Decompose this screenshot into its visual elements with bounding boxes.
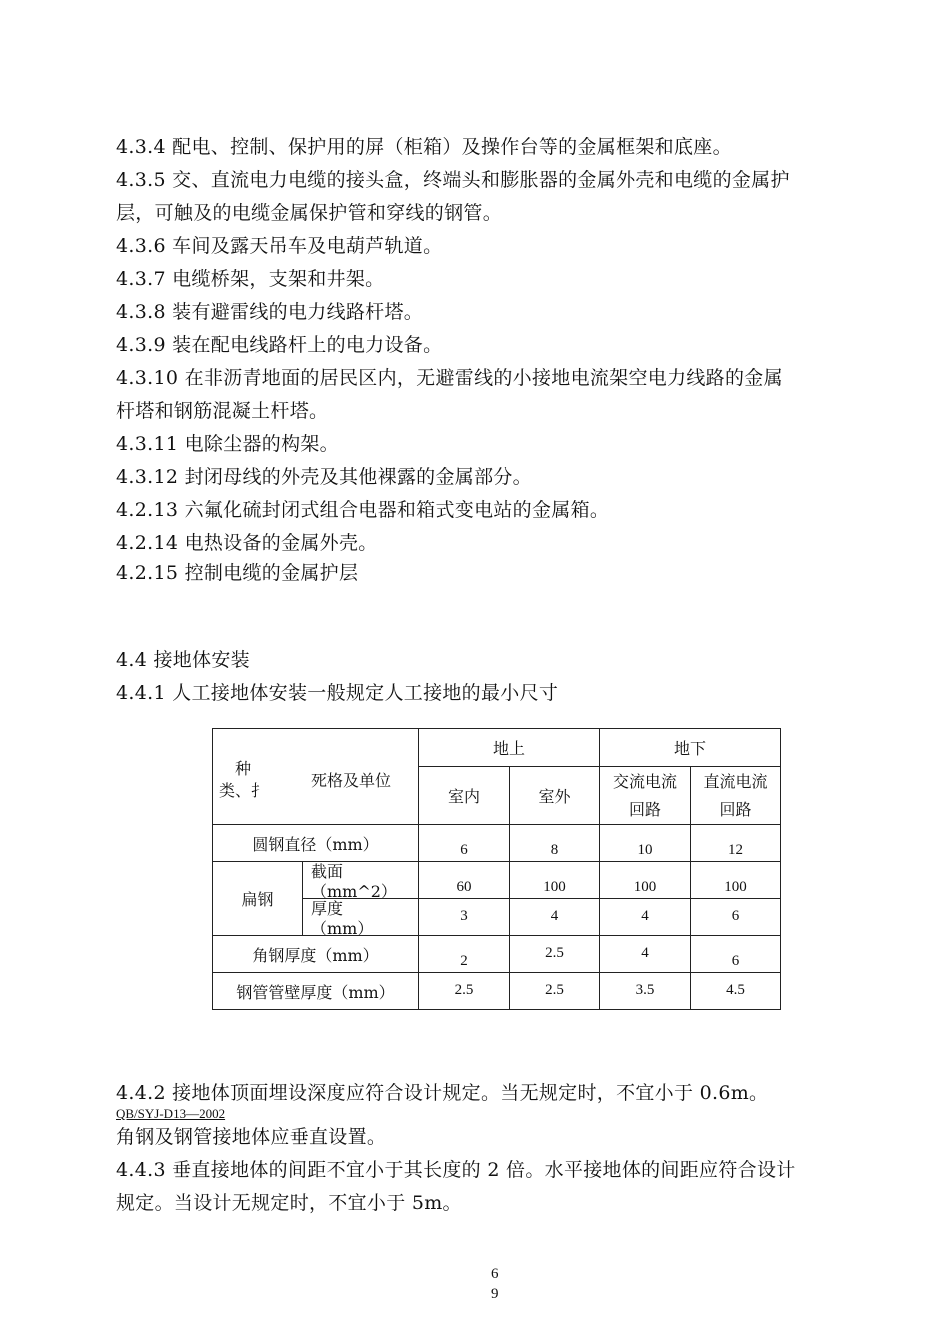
header-indoor: 室内 xyxy=(419,767,510,825)
doc-code: QB/SYJ-D13—2002 xyxy=(116,1106,226,1121)
clause-4-4-2-cont: 角钢及钢管接地体应垂直设置。 xyxy=(116,1126,387,1148)
clause-4-3-12: 4.3.12 封闭母线的外壳及其他裸露的金属部分。 xyxy=(116,466,532,488)
clause-4-2-15: 4.2.15 控制电缆的金属护层 xyxy=(116,562,359,584)
row-label-flat-steel: 扁钢 xyxy=(213,862,303,936)
header-above-ground: 地上 xyxy=(419,729,600,767)
clause-4-3-10-line2: 杆塔和钢筋混凝土杆塔。 xyxy=(116,400,329,422)
table-cell: 2 xyxy=(419,936,510,973)
clause-4-3-11: 4.3.11 电除尘器的构架。 xyxy=(116,433,339,455)
table-cell: 100 xyxy=(510,862,600,899)
clause-4-4-3-line2: 规定。当设计无规定时，不宜小于 5m。 xyxy=(116,1192,462,1214)
table-cell: 2.5 xyxy=(419,973,510,1010)
clause-4-3-5-line1: 4.3.5 交、直流电力电缆的接头盒，终端头和膨胀器的金属外壳和电缆的金属护 xyxy=(116,169,790,191)
flat-steel-thickness-label: 厚度 （mm） xyxy=(311,899,374,935)
table-cell: 2.5 xyxy=(510,973,600,1010)
row-label-round-steel: 圆钢直径（mm） xyxy=(213,825,419,862)
flat-steel-thickness-cell xyxy=(303,899,419,936)
clause-4-4-2: 4.4.2 接地体顶面埋设深度应符合设计规定。当无规定时，不宜小于 0.6m。 xyxy=(116,1082,769,1104)
table-cell: 6 xyxy=(691,936,781,973)
table-cell: 8 xyxy=(510,825,600,862)
table-cell: 3.5 xyxy=(600,973,691,1010)
table-cell: 3 xyxy=(419,899,510,936)
clause-4-2-14: 4.2.14 电热设备的金属外壳。 xyxy=(116,532,378,554)
table-cell: 6 xyxy=(419,825,510,862)
min-size-table xyxy=(212,728,781,1010)
header-dc-circuit: 直流电流 回路 xyxy=(691,767,781,825)
table-cell: 4.5 xyxy=(691,973,781,1010)
flat-steel-section-label: 截面 （mm^2） xyxy=(311,862,397,898)
table-cell: 4 xyxy=(510,899,600,936)
row-label-angle-steel: 角钢厚度（mm） xyxy=(213,936,419,973)
table-cell: 4 xyxy=(600,899,691,936)
clause-4-3-9: 4.3.9 装在配电线路杆上的电力设备。 xyxy=(116,334,443,356)
table-cell: 60 xyxy=(419,862,510,899)
corner-right-label: 死格及单位 xyxy=(311,770,392,790)
table-cell: 2.5 xyxy=(510,936,600,973)
header-ac-circuit: 交流电流 回路 xyxy=(600,767,691,825)
section-subheading: 4.4.1 人工接地体安装一般规定人工接地的最小尺寸 xyxy=(116,682,559,704)
header-below-ground: 地下 xyxy=(600,729,781,767)
flat-steel-section-cell xyxy=(303,862,419,899)
section-heading: 4.4 接地体安装 xyxy=(116,649,250,671)
clause-4-4-3-line1: 4.4.3 垂直接地体的间距不宜小于其长度的 2 倍。水平接地体的间距应符合设计 xyxy=(116,1159,796,1181)
table-cell: 6 xyxy=(691,899,781,936)
table-cell: 10 xyxy=(600,825,691,862)
clause-4-2-13: 4.2.13 六氟化硫封闭式组合电器和箱式变电站的金属箱。 xyxy=(116,499,610,521)
corner-left-label: 种 类、扌 xyxy=(219,758,268,800)
row-label-steel-pipe: 钢管管壁厚度（mm） xyxy=(213,973,419,1010)
table-cell: 4 xyxy=(600,936,691,973)
corner-header xyxy=(213,729,419,825)
table-cell: 100 xyxy=(600,862,691,899)
page-number-digit-2: 9 xyxy=(491,1286,499,1302)
clause-4-3-7: 4.3.7 电缆桥架，支架和井架。 xyxy=(116,268,385,290)
clause-4-3-8: 4.3.8 装有避雷线的电力线路杆塔。 xyxy=(116,301,424,323)
clause-4-3-5-line2: 层，可触及的电缆金属保护管和穿线的钢管。 xyxy=(116,202,503,224)
page-number-digit-1: 6 xyxy=(491,1266,499,1282)
table-cell: 12 xyxy=(691,825,781,862)
clause-4-3-6: 4.3.6 车间及露天吊车及电葫芦轨道。 xyxy=(116,235,443,257)
clause-4-3-4: 4.3.4 配电、控制、保护用的屏（柜箱）及操作台等的金属框架和底座。 xyxy=(116,136,732,158)
table-cell: 100 xyxy=(691,862,781,899)
clause-4-3-10-line1: 4.3.10 在非沥青地面的居民区内，无避雷线的小接地电流架空电力线路的金属 xyxy=(116,367,783,389)
header-outdoor: 室外 xyxy=(510,767,600,825)
